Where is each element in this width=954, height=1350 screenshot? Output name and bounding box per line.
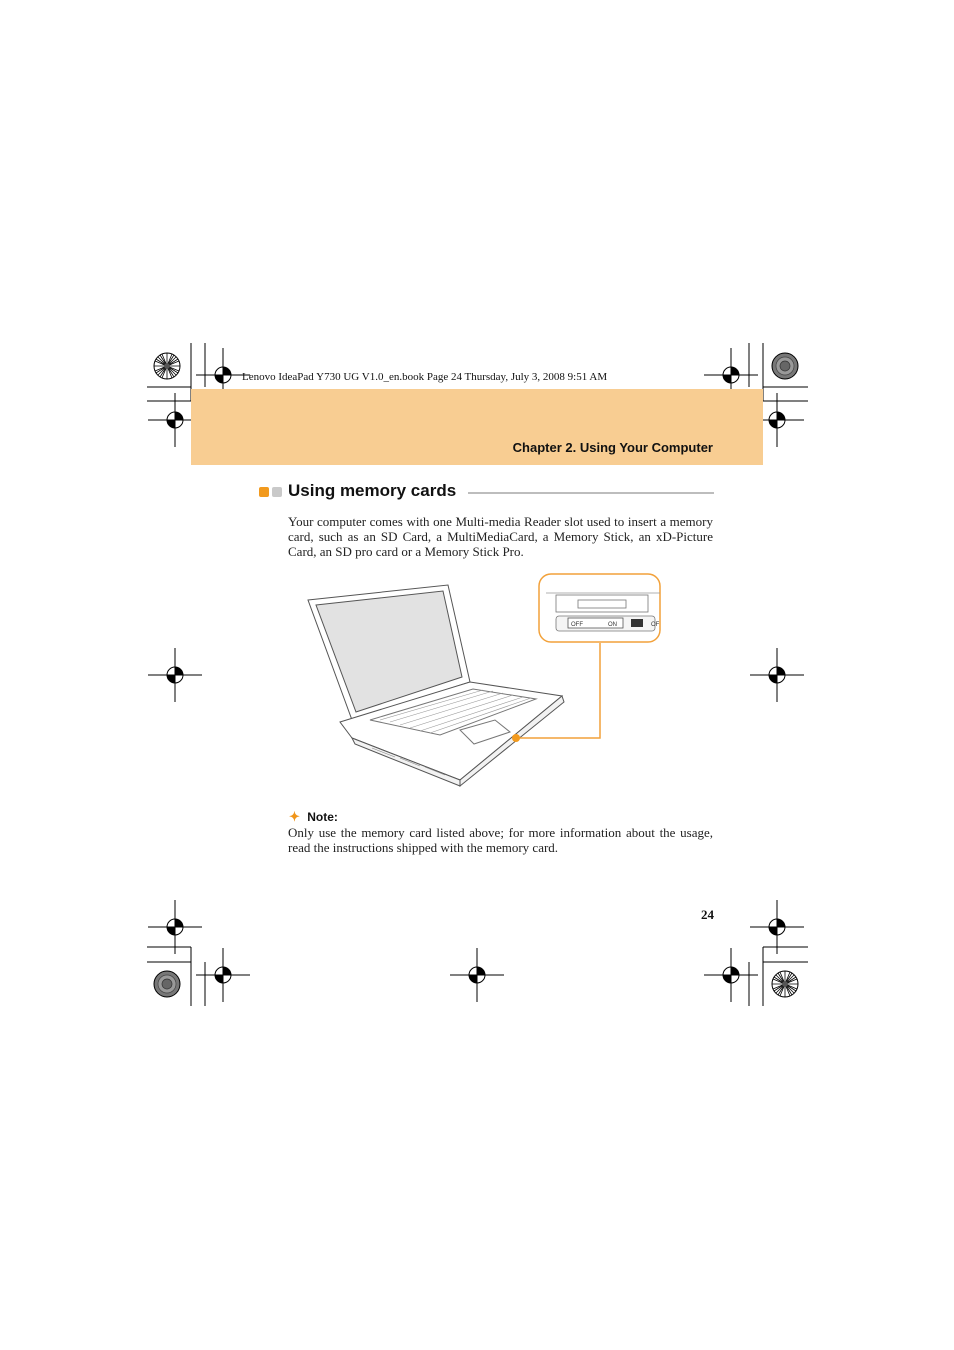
- laptop-illustration: [300, 570, 665, 792]
- note-text: Only use the memory card listed above; for more information about the usage, read the instructions shipped with the memory card.: [288, 825, 713, 855]
- print-header: Lenovo IdeaPad Y730 UG V1.0_en.book Page 24 Thursday, July 3, 2008 9:51 AM: [242, 371, 608, 383]
- switch-on-label: ON: [608, 622, 617, 628]
- chapter-title: Chapter 2. Using Your Computer: [512, 440, 713, 455]
- section-rule: [468, 492, 714, 494]
- page-number: 24: [701, 907, 714, 922]
- note-label: Note:: [307, 810, 338, 824]
- card-slot-marker: [512, 734, 520, 742]
- body-paragraph: Your computer comes with one Multi-media Reader slot used to insert a memory card, such as an SD Card, a MultiMediaCard, a Memory Stick, an xD-Picture Card, an SD pro card or a Memory Stick Pro.: [288, 514, 713, 559]
- card-reader-zoom: [539, 574, 660, 642]
- section-heading: [259, 481, 714, 505]
- cut-switch-label: OF: [651, 622, 660, 628]
- orange-square-icon: [259, 487, 269, 497]
- switch-off-label: OFF: [571, 622, 583, 628]
- laptop-drawing: [308, 585, 564, 786]
- note-heading: [289, 809, 338, 825]
- note-diamond-icon: ✦: [289, 809, 300, 824]
- wireless-icon: [631, 619, 643, 627]
- chapter-header-band: [191, 389, 763, 465]
- section-title: Using memory cards: [288, 481, 457, 500]
- grey-square-icon: [272, 487, 282, 497]
